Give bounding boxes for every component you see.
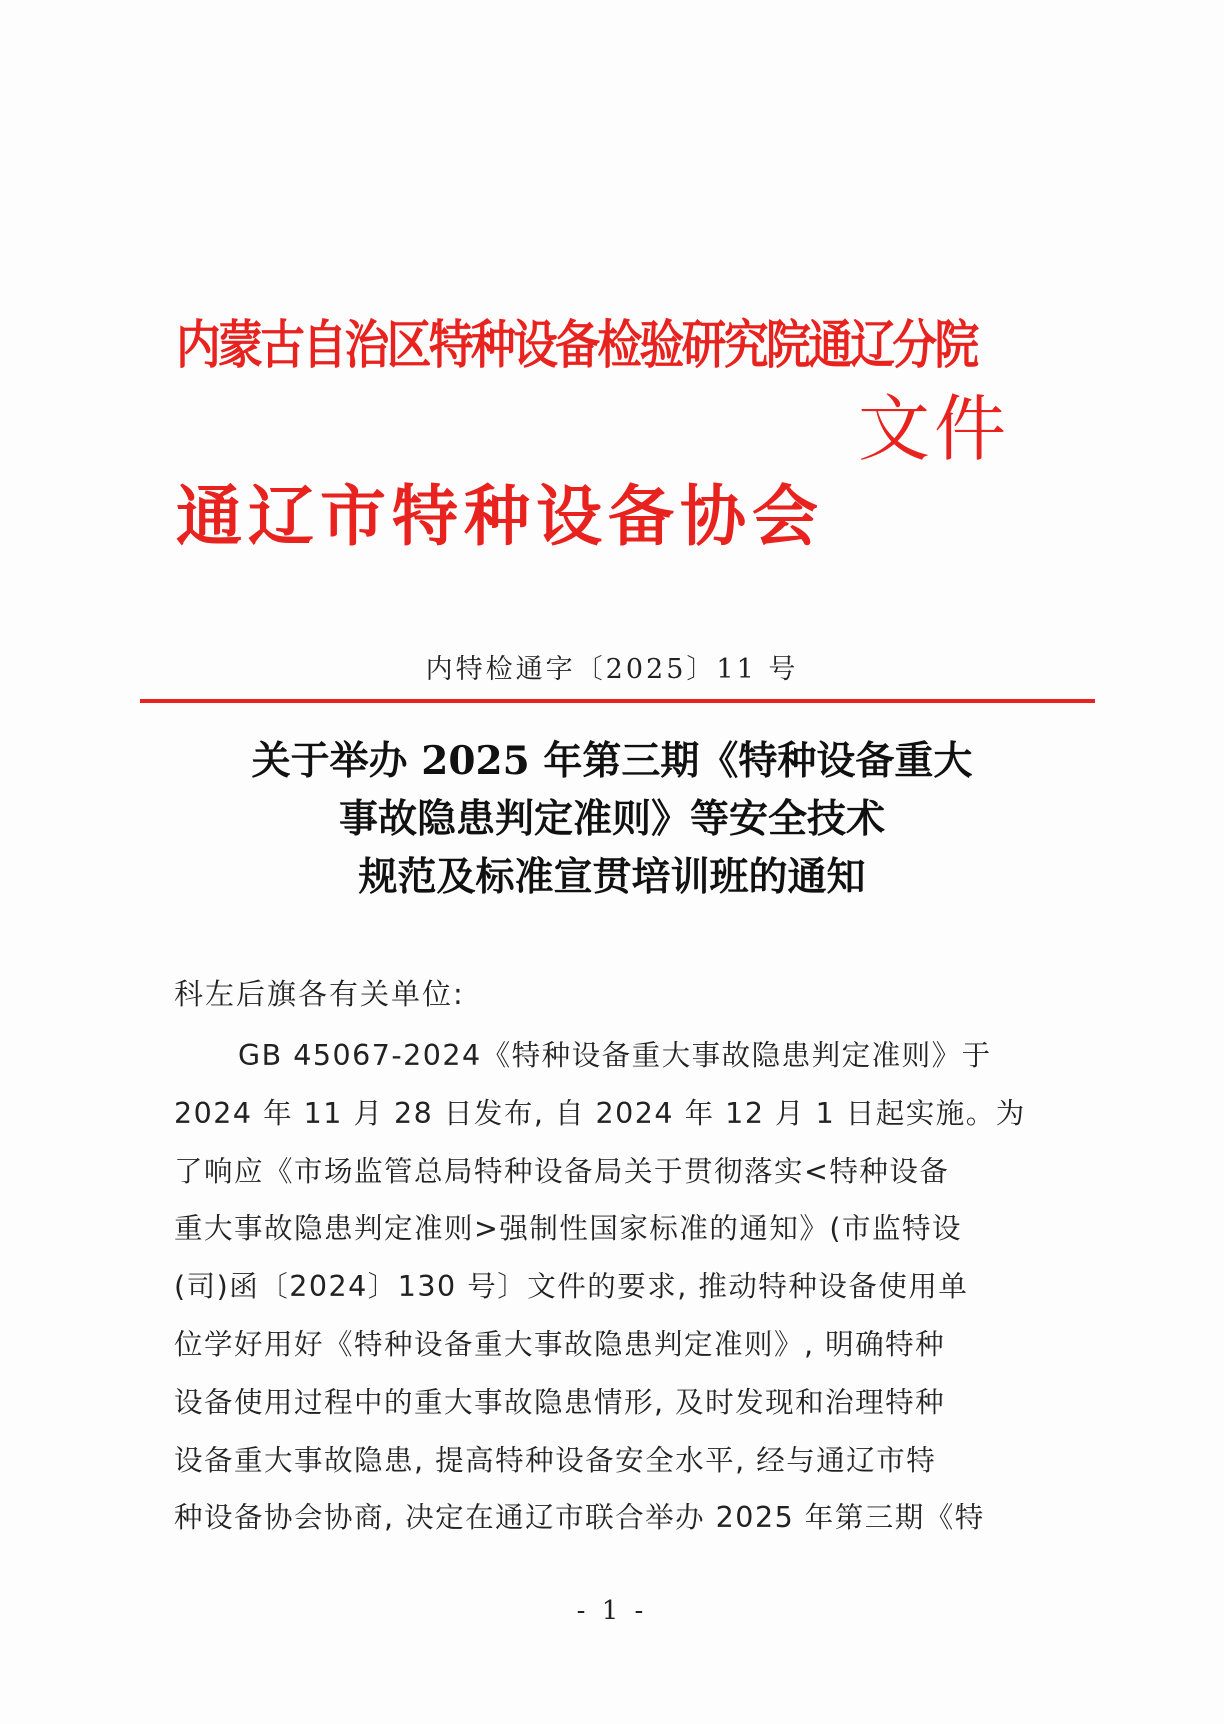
salutation: 科左后旗各有关单位: bbox=[174, 977, 465, 1011]
document-number: 内特检通字〔2025〕11 号 bbox=[425, 654, 799, 685]
issuing-org-1: 内蒙古自治区特种设备检验研究院通辽分院 bbox=[176, 316, 977, 376]
body-line: 设备重大事故隐患, 提高特种设备安全水平, 经与通辽市特 bbox=[174, 1443, 937, 1477]
body-line: GB 45067-2024《特种设备重大事故隐患判定准则》于 bbox=[238, 1039, 992, 1072]
body-line: 2024 年 11 月 28 日发布, 自 2024 年 12 月 1 日起实施。为 bbox=[174, 1096, 1026, 1130]
title-line: 事故隐患判定准则》等安全技术 bbox=[338, 796, 885, 842]
document-type-suffix: 文件 bbox=[858, 387, 1011, 471]
body-line: 种设备协会协商, 决定在通辽市联合举办 2025 年第三期《特 bbox=[174, 1501, 985, 1535]
title-line: 关于举办 2025 年第三期《特种设备重大 bbox=[251, 738, 973, 784]
body-line: 了响应《市场监管总局特种设备局关于贯彻落实<特种设备 bbox=[174, 1154, 950, 1188]
document-title bbox=[0, 732, 1224, 906]
issuing-org-2: 通辽市特种设备协会 bbox=[176, 478, 824, 555]
page-number: - 1 - bbox=[576, 1596, 648, 1626]
body-line: 重大事故隐患判定准则>强制性国家标准的通知》(市监特设 bbox=[174, 1212, 963, 1246]
body-paragraph bbox=[174, 1027, 1054, 1547]
red-divider-line bbox=[140, 699, 1095, 703]
body-line: 位学好用好《特种设备重大事故隐患判定准则》, 明确特种 bbox=[174, 1327, 946, 1361]
body-line: 设备使用过程中的重大事故隐患情形, 及时发现和治理特种 bbox=[174, 1385, 946, 1419]
body-line: (司)函〔2024〕130 号〕文件的要求, 推动特种设备使用单 bbox=[174, 1270, 969, 1304]
title-line: 规范及标准宣贯培训班的通知 bbox=[358, 854, 866, 900]
